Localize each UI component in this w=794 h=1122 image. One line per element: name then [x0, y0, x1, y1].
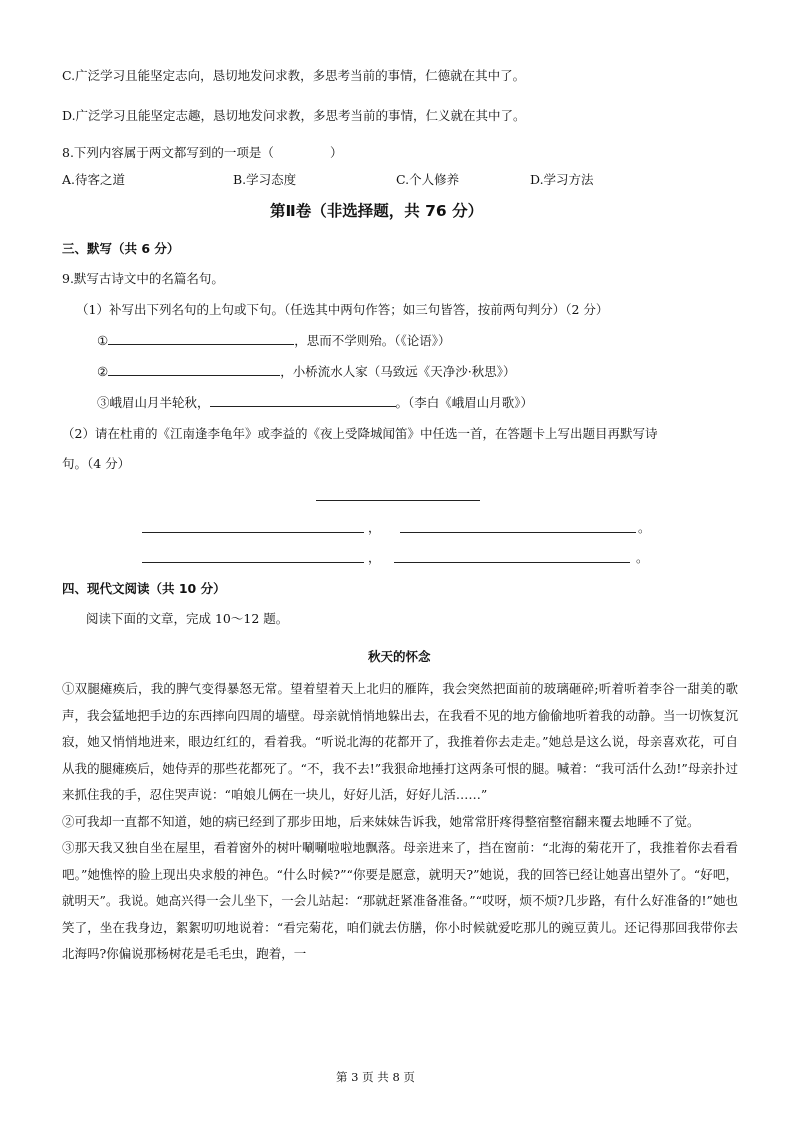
fill-item-3 — [97, 394, 533, 412]
answer-blank-3[interactable] — [210, 394, 396, 407]
fill-item-2 — [97, 363, 515, 381]
poem-period-2: 。 — [636, 550, 649, 565]
poem-line-2-blank[interactable] — [400, 532, 636, 533]
fill-item-1-number: ① — [97, 333, 109, 348]
option-c: C.广泛学习且能坚定志向，恳切地发问求教，多思考当前的事情，仁德就在其中了。 — [62, 68, 526, 83]
fill-item-1 — [97, 332, 450, 350]
poem-comma-2: ， — [368, 550, 381, 565]
poem-line-3-blank[interactable] — [142, 562, 364, 563]
answer-blank-2[interactable] — [108, 363, 280, 376]
question-9: 9.默写古诗文中的名篇名句。 — [62, 271, 224, 286]
poem-period-1: 。 — [638, 520, 651, 535]
question-8-stem — [62, 144, 342, 162]
part-2-title: 第Ⅱ卷（非选择题，共 76 分） — [270, 202, 484, 220]
option-d: D.广泛学习且能坚定志趣，恳切地发问求教，多思考当前的事情，仁义就在其中了。 — [62, 108, 526, 123]
choice-c: C.个人修养 — [396, 172, 460, 187]
choice-b: B.学习态度 — [233, 172, 297, 187]
fill-item-1-text: ，思而不学则殆。（《论语》） — [294, 333, 451, 348]
question-9-sub1: （1）补写出下列名句的上句或下句。（任选其中两句作答；如三句皆答，按前两句判分）（2 分） — [76, 302, 609, 317]
poem-line-4-blank[interactable] — [394, 562, 630, 563]
poem-line-1-blank[interactable] — [142, 532, 364, 533]
reading-intro: 阅读下面的文章，完成 10～12 题。 — [86, 611, 289, 626]
article-paragraph-3: ③那天我又独自坐在屋里，看着窗外的树叶唰唰啦啦地飘落。母亲进来了，挡在窗前：“北海的菊花开了，我推着你去看看吧。”她憔悴的脸上现出央求般的神色。“什么时候?”“你要是愿意，就明天?”她说，我的回答已经让她喜出望外了。“好吧，就明天”。我说。她高兴得一会儿坐下，一会儿站起：“那就赶紧准备准备。”“哎呀，烦不烦?几步路，有什么好准备的!”她也笑了，坐在我身边，絮絮叨叨地说着：“看完菊花，咱们就去仿膳，你小时候就爱吃那儿的豌豆黄儿。还记得那回我带你去北海吗?你偏说那杨树花是毛毛虫，跑着，一 — [62, 840, 738, 961]
answer-blank-1[interactable] — [108, 332, 294, 345]
article-body — [62, 676, 738, 968]
poem-comma-1: ， — [368, 520, 381, 535]
question-9-sub2-line2: 句。（4 分） — [62, 456, 131, 471]
article-title: 秋天的怀念 — [368, 649, 431, 664]
fill-item-3-head: ③峨眉山月半轮秋， — [97, 395, 210, 410]
section-4-title: 四、现代文阅读（共 10 分） — [62, 581, 226, 596]
article-paragraph-1: ①双腿瘫痪后，我的脾气变得暴怒无常。望着望着天上北归的雁阵，我会突然把面前的玻璃砸碎;听着听着李谷一甜美的歌声，我会猛地把手边的东西摔向四周的墙壁。母亲就悄悄地躲出去，在我看不见的地方偷偷地听着我的动静。当一切恢复沉寂，她又悄悄地进来，眼边红红的，看着我。“听说北海的花都开了，我推着你去走走。”她总是这么说，母亲喜欢花，可自从我的腿瘫痪后，她侍弄的那些花都死了。“不，我不去!”我狠命地捶打这两条可恨的腿。喊着：“我可活什么劲!”母亲扑过来抓住我的手，忍住哭声说：“咱娘儿俩在一块儿，好好儿活，好好儿活……” — [62, 681, 738, 802]
choice-a: A.待客之道 — [62, 172, 126, 187]
fill-item-2-number: ② — [97, 364, 109, 379]
fill-item-3-text: 。（李白《峨眉山月歌》） — [395, 395, 534, 410]
page-footer: 第 3 页 共 8 页 — [336, 1070, 415, 1084]
choice-d: D.学习方法 — [530, 172, 594, 187]
fill-item-2-text: ，小桥流水人家（马致远《天净沙·秋思》） — [280, 364, 516, 379]
article-paragraph-2: ②可我却一直都不知道，她的病已经到了那步田地，后来妹妹告诉我，她常常肝疼得整宿整宿翻来覆去地睡不了觉。 — [62, 813, 700, 829]
question-9-sub2-line1: （2）请在杜甫的《江南逢李龟年》或李益的《夜上受降城闻笛》中任选一首，在答题卡上写出题目再默写诗 — [62, 426, 658, 441]
question-8-stem-close: ） — [329, 145, 343, 160]
section-3-title: 三、默写（共 6 分） — [62, 241, 180, 256]
poem-title-blank[interactable] — [316, 500, 480, 501]
question-8-stem-text: 8.下列内容属于两文都写到的一项是（ — [62, 145, 274, 160]
